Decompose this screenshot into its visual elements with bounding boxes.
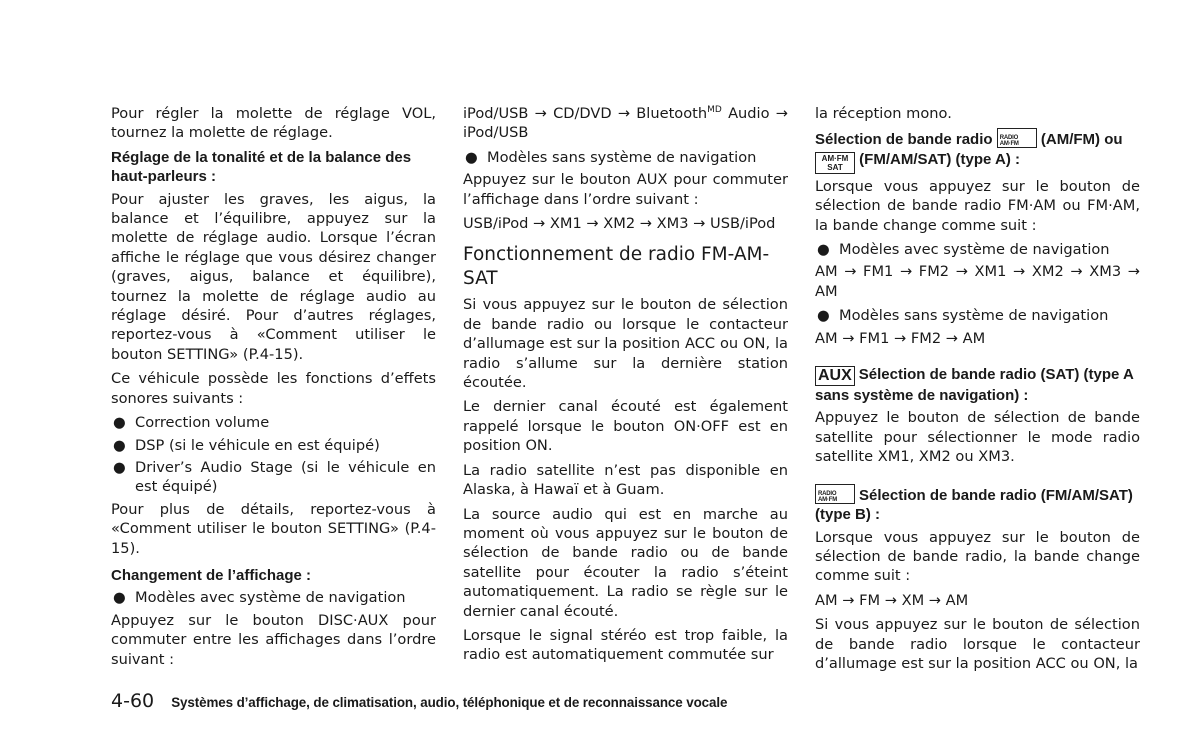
chapter-title: Systèmes d’affichage, de climatisation, audio, téléphonique et de reconnaissance vocale — [171, 695, 728, 710]
paragraph: Appuyez le bouton de sélection de bande satellite pour sélectionner le mode radio satellite XM1, XM2 ou XM3. — [815, 409, 1140, 466]
radio-button-icon: RADIO AM·FM — [815, 484, 855, 504]
sequence-text: AM → FM → XM → AM — [815, 591, 969, 609]
paragraph: Lorsque vous appuyez sur le bouton de sélection de bande radio FM·AM ou FM·AM, la bande change comme suit : — [815, 177, 1140, 234]
sequence-text: USB/iPod → XM1 → XM2 → XM3 → USB/iPod — [463, 215, 776, 233]
sequence-text: AM → FM1 → FM2 → AM — [815, 329, 986, 347]
radio-button-icon: RADIO AM·FM — [997, 128, 1037, 148]
bullet-item: ● Modèles avec système de navigation — [113, 589, 406, 607]
aux-button-icon: AUX — [815, 366, 855, 386]
paragraph: Ce véhicule possède les fonctions d’effets sonores suivants : — [111, 370, 436, 407]
bullet-item: ● Correction volume — [113, 414, 270, 432]
section-heading: Changement de l’affichage : — [111, 566, 312, 584]
section-heading: Sélection de bande radio RADIO AM·FM (AM/FM) ou AM·FM SAT (FM/AM/SAT) (type A) : — [815, 128, 1140, 173]
column-2 — [463, 104, 788, 670]
paragraph: Appuyez sur le bouton AUX pour commuter l’affichage dans l’ordre suivant : — [463, 171, 788, 208]
bullet-dot: ● — [465, 148, 478, 166]
bullet-dot: ● — [817, 241, 830, 259]
bullet-item: ● Modèles sans système de navigation — [817, 307, 1109, 325]
paragraph: Pour régler la molette de réglage VOL, tournez la molette de réglage. — [111, 105, 436, 142]
column-1 — [111, 104, 436, 674]
bullet-dot: ● — [113, 458, 126, 476]
section-heading: AUX Sélection de bande radio (SAT) (type A sans système de navigation) : — [815, 366, 1134, 405]
paragraph: Pour ajuster les graves, les aigus, la balance et l’équilibre, appuyez sur la molette de réglage audio. Lorsque l’écran affiche le réglage que vous désirez changer (graves, aigus, balance et équilibre), tournez la molette de réglage audio au réglage désiré. Pour d’autres réglages, reportez-vous à «Comment utiliser le bouton SETTING» (P.4-15). — [111, 190, 436, 363]
page-footer — [111, 690, 727, 712]
amfm-sat-button-icon: AM·FM SAT — [815, 152, 855, 174]
bullet-dot: ● — [113, 436, 126, 454]
paragraph: la réception mono. — [815, 105, 952, 122]
section-heading: Réglage de la tonalité et de la balance des haut-parleurs : — [111, 148, 412, 186]
paragraph: Appuyez sur le bouton DISC·AUX pour commuter entre les affichages dans l’ordre suivant : — [111, 611, 436, 668]
paragraph: Lorsque le signal stéréo est trop faible, la radio est automatiquement commutée sur — [463, 626, 788, 664]
paragraph: La source audio qui est en marche au moment où vous appuyez sur le bouton de sélection de bande radio ou de bande satellite pour écouter la radio s’éteint automatiquement. La radio se règle sur le dernier canal écouté. — [463, 505, 788, 620]
paragraph: Lorsque vous appuyez sur le bouton de sélection de bande radio, la bande change comme suit : — [815, 528, 1140, 585]
sequence-text: AM → FM1 → FM2 → XM1 → XM2 → XM3 → AM — [815, 263, 1140, 300]
paragraph: La radio satellite n’est pas disponible en Alaska, à Hawaï et à Guam. — [463, 461, 788, 499]
bullet-item: ● Driver’s Audio Stage (si le véhicule en est équipé) — [113, 458, 436, 496]
bullet-item: ● Modèles avec système de navigation — [817, 241, 1110, 259]
bullet-item: ● Modèles sans système de navigation — [465, 148, 757, 166]
bullet-dot: ● — [113, 589, 126, 607]
paragraph: Si vous appuyez sur le bouton de sélection de bande radio lorsque le contacteur d’allumage est sur la position ACC ou ON, la — [815, 616, 1140, 672]
page-number: 4-60 — [111, 690, 155, 712]
bullet-dot: ● — [817, 307, 830, 325]
section-title: Fonctionnement de radio FM-AM-SAT — [463, 244, 770, 290]
bullet-dot: ● — [113, 414, 126, 432]
column-3 — [815, 104, 1140, 678]
sequence-text: iPod/USB → CD/DVD → Bluetooth$^{MD}$ Audio → iPod/USB — [463, 105, 788, 142]
paragraph: Le dernier canal écouté est également rappelé lorsque le bouton ON·OFF est en position ON. — [463, 398, 788, 455]
bullet-item: ● DSP (si le véhicule en est équipé) — [113, 436, 380, 454]
paragraph: Si vous appuyez sur le bouton de sélection de bande radio ou lorsque le contacteur d’allumage est sur la position ACC ou ON, la radio s’allume sur la dernière station écoutée. — [463, 296, 788, 392]
paragraph: Pour plus de détails, reportez-vous à «Comment utiliser le bouton SETTING» (P.4-15). — [111, 500, 436, 557]
section-heading: RADIO AM·FM Sélection de bande radio (FM/AM/SAT) (type B) : — [815, 484, 1140, 525]
